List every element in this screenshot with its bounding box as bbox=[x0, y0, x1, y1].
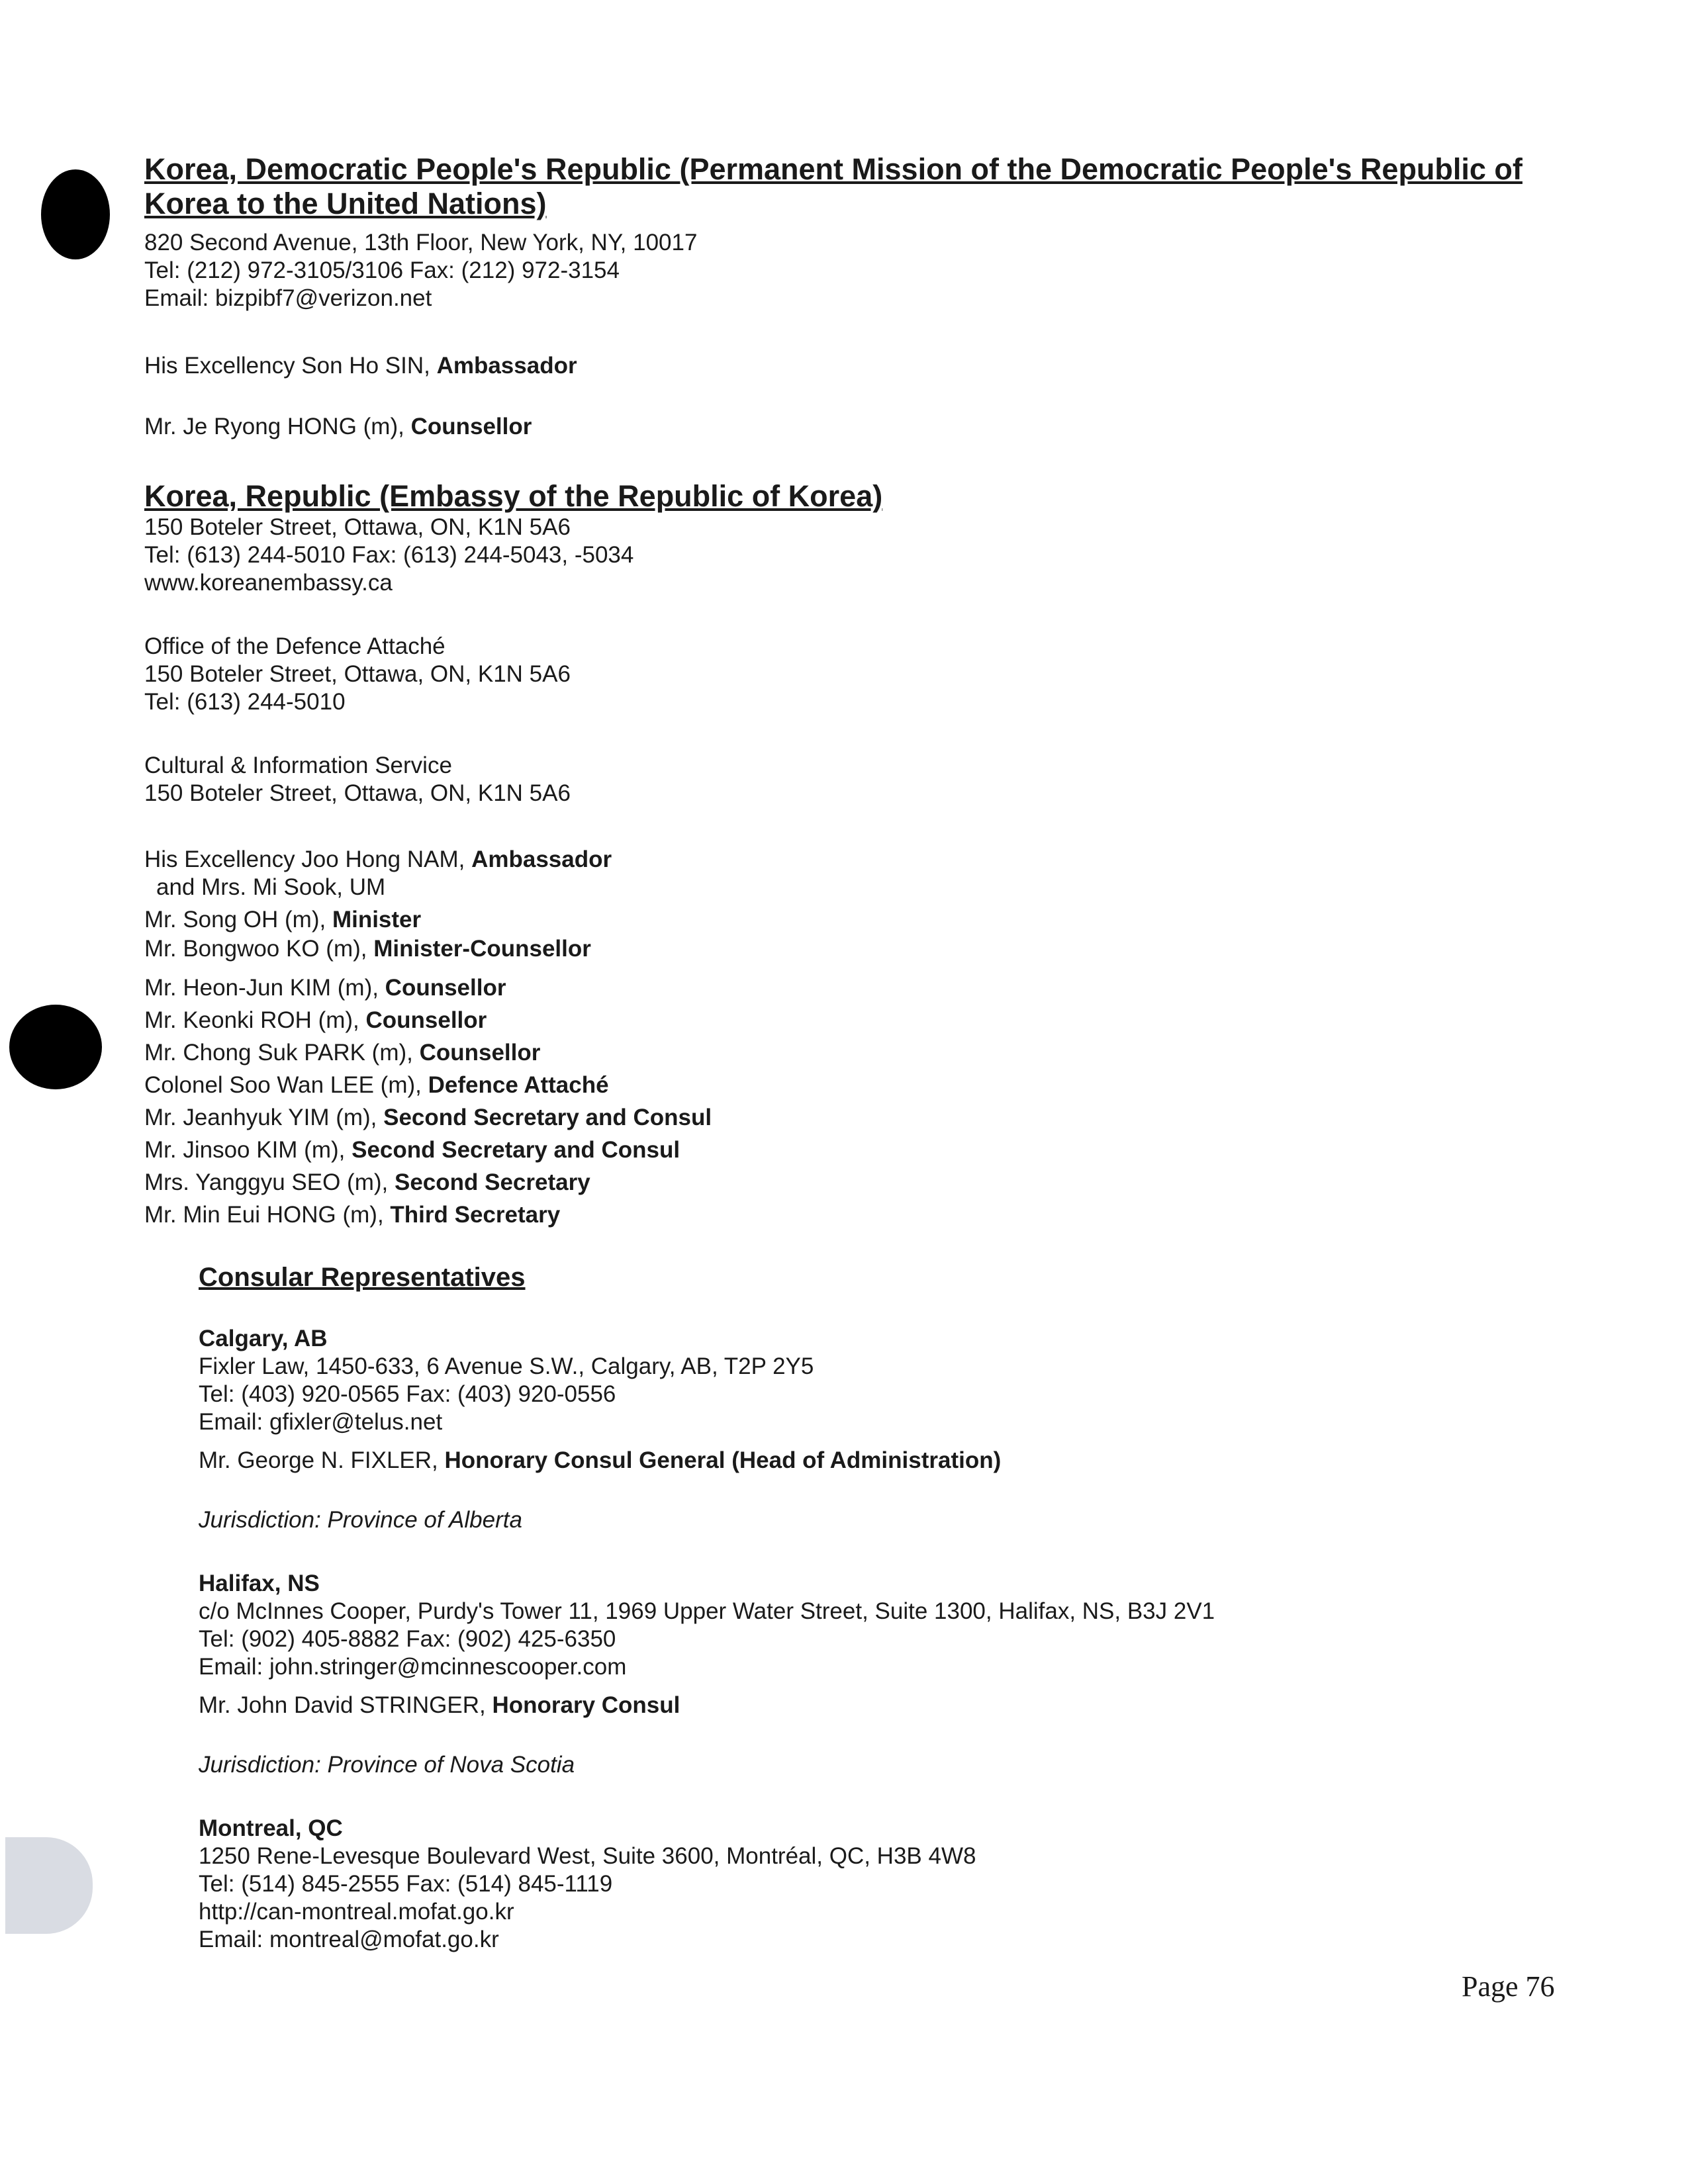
staff-title: Minister-Counsellor bbox=[373, 936, 591, 962]
staff-name: Mr. Keonki ROH (m), bbox=[144, 1007, 366, 1033]
rok-ambassador-spouse: and Mrs. Mi Sook, UM bbox=[156, 874, 386, 900]
list-item bbox=[144, 972, 1561, 1004]
dprk-tel: Tel: (212) 972-3105/3106 Fax: (212) 972-3154 bbox=[144, 257, 620, 283]
consulate-address: 1250 Rene-Levesque Boulevard West, Suite 3600, Montréal, QC, H3B 4W8 bbox=[199, 1843, 976, 1869]
staff-name: Mr. John David STRINGER, bbox=[199, 1692, 492, 1718]
list-item bbox=[144, 905, 1561, 934]
consulate-website: http://can-montreal.mofat.go.kr bbox=[199, 1899, 514, 1925]
staff-name: Mr. Song OH (m), bbox=[144, 907, 332, 933]
list-item bbox=[144, 1101, 1561, 1134]
staff-name: Colonel Soo Wan LEE (m), bbox=[144, 1072, 428, 1098]
consulate-city: Montreal, QC bbox=[199, 1815, 343, 1841]
defence-office-tel: Tel: (613) 244-5010 bbox=[144, 689, 346, 715]
rok-ambassador bbox=[144, 846, 1561, 874]
staff-name: Mr. Min Eui HONG (m), bbox=[144, 1202, 391, 1228]
consulate-email: Email: gfixler@telus.net bbox=[199, 1409, 443, 1435]
staff-name: Mr. Jeanhyuk YIM (m), bbox=[144, 1105, 384, 1130]
consulate-tel: Tel: (514) 845-2555 Fax: (514) 845-1119 bbox=[199, 1871, 613, 1897]
staff-title: Second Secretary and Consul bbox=[352, 1137, 680, 1163]
consulate-calgary bbox=[199, 1325, 1562, 1534]
staff-name: Mr. Je Ryong HONG (m), bbox=[144, 414, 411, 439]
consulate-city: Calgary, AB bbox=[199, 1326, 328, 1351]
list-item bbox=[144, 1069, 1561, 1101]
staff-title: Honorary Consul bbox=[492, 1692, 680, 1718]
list-item bbox=[144, 1199, 1561, 1231]
consular-heading: Consular Representatives bbox=[199, 1263, 526, 1292]
staff-name: Mr. Heon-Jun KIM (m), bbox=[144, 975, 385, 1001]
staff-title: Minister bbox=[332, 907, 422, 933]
staff-name: Mr. Chong Suk PARK (m), bbox=[144, 1040, 420, 1066]
consulate-email: Email: montreal@mofat.go.kr bbox=[199, 1927, 499, 1952]
defence-office-name: Office of the Defence Attaché bbox=[144, 633, 445, 659]
dprk-email: Email: bizpibf7@verizon.net bbox=[144, 285, 432, 311]
page-number: Page 76 bbox=[1462, 1970, 1555, 2003]
list-item bbox=[144, 1036, 1561, 1069]
consular-section bbox=[199, 1261, 1562, 1954]
cultural-office-name: Cultural & Information Service bbox=[144, 752, 452, 778]
consulate-representative bbox=[199, 1447, 1562, 1475]
staff-title: Defence Attaché bbox=[428, 1072, 609, 1098]
rok-heading: Korea, Republic (Embassy of the Republic of Korea) bbox=[144, 479, 883, 513]
staff-title: Third Secretary bbox=[390, 1202, 561, 1228]
staff-name: Mr. Jinsoo KIM (m), bbox=[144, 1137, 352, 1163]
rok-staff-list bbox=[144, 905, 1561, 1231]
list-item bbox=[144, 1166, 1561, 1199]
consulate-jurisdiction: Jurisdiction: Province of Nova Scotia bbox=[199, 1752, 575, 1778]
staff-title: Ambassador bbox=[436, 353, 577, 379]
punch-hole-middle bbox=[9, 1005, 102, 1089]
consulate-halifax bbox=[199, 1570, 1562, 1779]
staff-name: Mrs. Yanggyu SEO (m), bbox=[144, 1169, 395, 1195]
consulate-representative bbox=[199, 1692, 1562, 1719]
defence-office-address: 150 Boteler Street, Ottawa, ON, K1N 5A6 bbox=[144, 661, 571, 687]
punch-hole-top bbox=[41, 169, 110, 259]
dprk-heading-line1: Korea, Democratic People's Republic (Permanent Mission of the Democratic People's Republic of bbox=[144, 152, 1523, 186]
staff-title: Counsellor bbox=[410, 414, 532, 439]
staff-title: Counsellor bbox=[385, 975, 506, 1001]
cultural-office-address: 150 Boteler Street, Ottawa, ON, K1N 5A6 bbox=[144, 780, 571, 806]
dprk-heading-line2: Korea to the United Nations) bbox=[144, 187, 547, 220]
consulate-tel: Tel: (403) 920-0565 Fax: (403) 920-0556 bbox=[199, 1381, 616, 1407]
dprk-staff-counsellor bbox=[144, 413, 1561, 441]
consulate-tel: Tel: (902) 405-8882 Fax: (902) 425-6350 bbox=[199, 1626, 616, 1652]
staff-title: Counsellor bbox=[419, 1040, 541, 1066]
rok-tel: Tel: (613) 244-5010 Fax: (613) 244-5043, -5034 bbox=[144, 542, 634, 568]
staff-title: Second Secretary and Consul bbox=[383, 1105, 712, 1130]
list-item bbox=[144, 1004, 1561, 1036]
dprk-staff-ambassador bbox=[144, 352, 1561, 380]
staff-title: Counsellor bbox=[365, 1007, 487, 1033]
consulate-address: c/o McInnes Cooper, Purdy's Tower 11, 1969 Upper Water Street, Suite 1300, Halifax, NS, B3J 2V1 bbox=[199, 1598, 1215, 1624]
staff-title: Ambassador bbox=[471, 846, 612, 872]
staff-name: His Excellency Joo Hong NAM, bbox=[144, 846, 472, 872]
consulate-montreal bbox=[199, 1815, 1562, 1954]
staff-title: Honorary Consul General (Head of Administration) bbox=[444, 1447, 1002, 1473]
list-item bbox=[144, 1134, 1561, 1166]
rok-website: www.koreanembassy.ca bbox=[144, 570, 393, 596]
staff-name: Mr. Bongwoo KO (m), bbox=[144, 936, 374, 962]
staff-name: His Excellency Son Ho SIN, bbox=[144, 353, 437, 379]
rok-section bbox=[144, 479, 1561, 1231]
staff-name: Mr. George N. FIXLER, bbox=[199, 1447, 445, 1473]
dprk-section bbox=[144, 152, 1561, 441]
list-item bbox=[144, 934, 1561, 964]
dprk-address: 820 Second Avenue, 13th Floor, New York, NY, 10017 bbox=[144, 230, 698, 255]
consulate-email: Email: john.stringer@mcinnescooper.com bbox=[199, 1654, 627, 1680]
consulate-city: Halifax, NS bbox=[199, 1570, 320, 1596]
rok-address: 150 Boteler Street, Ottawa, ON, K1N 5A6 bbox=[144, 514, 571, 540]
binder-tab-mark bbox=[5, 1837, 93, 1934]
consulate-address: Fixler Law, 1450-633, 6 Avenue S.W., Calgary, AB, T2P 2Y5 bbox=[199, 1353, 814, 1379]
consulate-jurisdiction: Jurisdiction: Province of Alberta bbox=[199, 1507, 522, 1533]
staff-title: Second Secretary bbox=[394, 1169, 590, 1195]
